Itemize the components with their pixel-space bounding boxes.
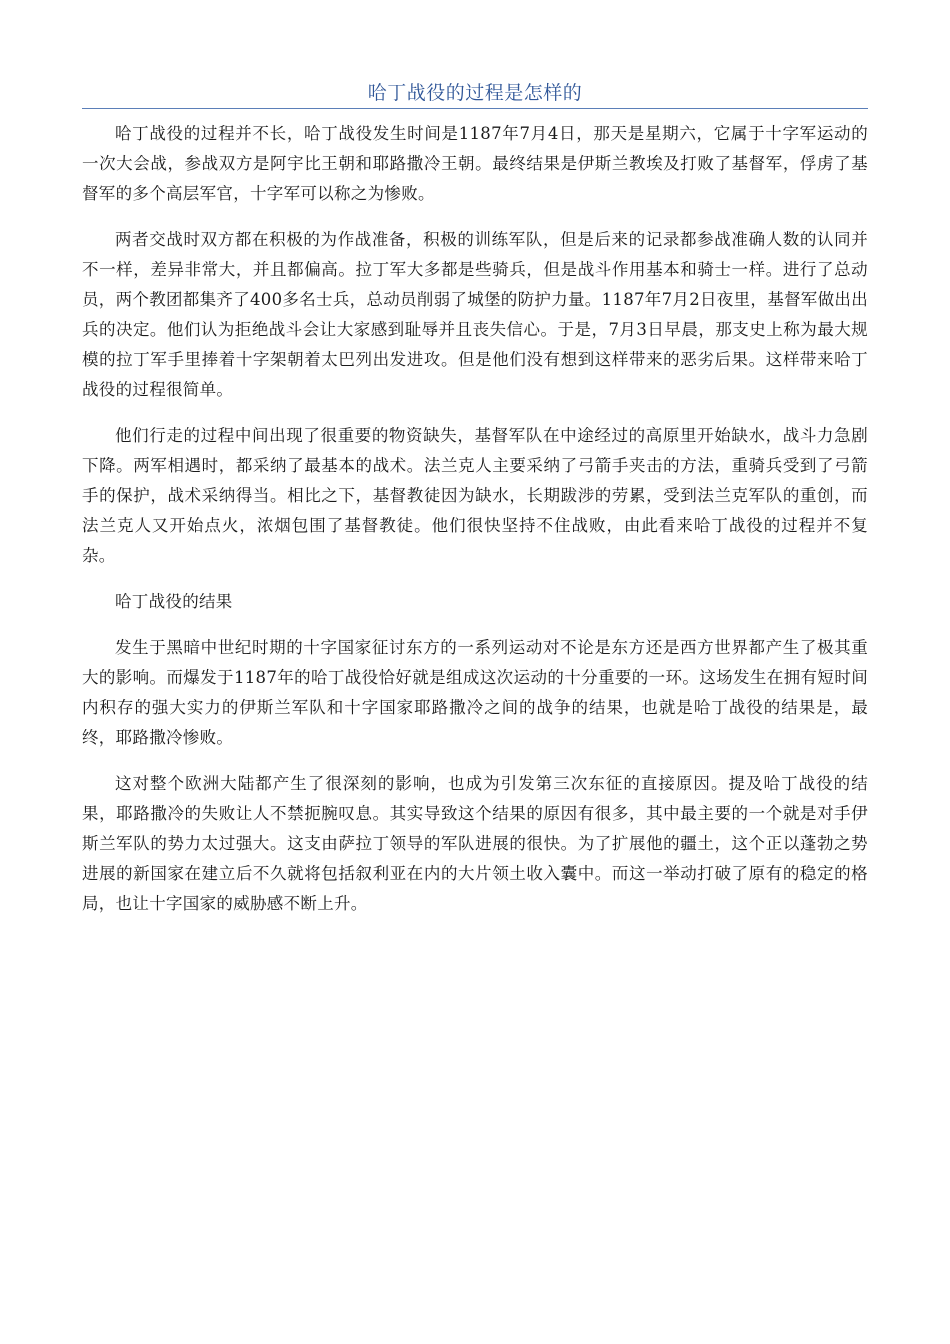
document-title: 哈丁战役的过程是怎样的 xyxy=(367,82,583,104)
paragraph-2: 两者交战时双方都在积极的为作战准备，积极的训练军队，但是后来的记录都参战准确人数的认同并不一样，差异非常大，并且都偏高。拉丁军大多都是些骑兵，但是战斗作用基本和骑士一样。进行了总动员，两个教团都集齐了400多名士兵，总动员削弱了城堡的防护力量。1187年7月2日夜里，基督军做出出兵的决定。他们认为拒绝战斗会让大家感到耻辱并且丧失信心。于是，7月3日早晨，那支史上称为最大规模的拉丁军手里捧着十字架朝着太巴列出发进攻。但是他们没有想到这样带来的恶劣后果。这样带来哈丁战役的过程很简单。 xyxy=(82,230,868,399)
title-underline xyxy=(82,108,868,109)
paragraph-3: 他们行走的过程中间出现了很重要的物资缺失，基督军队在中途经过的高原里开始缺水，战斗力急剧下降。两军相遇时，都采纳了最基本的战术。法兰克人主要采纳了弓箭手夹击的方法，重骑兵受到了弓箭手的保护，战术采纳得当。相比之下，基督教徒因为缺水，长期跋涉的劳累，受到法兰克军队的重创，而法兰克人又开始点火，浓烟包围了基督教徒。他们很快坚持不住战败，由此看来哈丁战役的过程并不复杂。 xyxy=(82,426,868,565)
section-heading-result: 哈丁战役的结果 xyxy=(115,592,233,611)
paragraph-5: 这对整个欧洲大陆都产生了很深刻的影响，也成为引发第三次东征的直接原因。提及哈丁战役的结果，耶路撒冷的失败让人不禁扼腕叹息。其实导致这个结果的原因有很多，其中最主要的一个就是对手伊斯兰军队的势力太过强大。这支由萨拉丁领导的军队进展的很快。为了扩展他的疆土，这个正以蓬勃之势进展的新国家在建立后不久就将包括叙利亚在内的大片领土收入囊中。而这一举动打破了原有的稳定的格局，也让十字国家的威胁感不断上升。 xyxy=(82,774,868,913)
paragraph-4: 发生于黑暗中世纪时期的十字国家征讨东方的一系列运动对不论是东方还是西方世界都产生了极其重大的影响。而爆发于1187年的哈丁战役恰好就是组成这次运动的十分重要的一环。这场发生在拥有短时间内积存的强大实力的伊斯兰军队和十字国家耶路撒冷之间的战争的结果，也就是哈丁战役的结果是，最终，耶路撒冷惨败。 xyxy=(82,638,868,747)
document-page xyxy=(82,78,868,935)
paragraph-1: 哈丁战役的过程并不长，哈丁战役发生时间是1187年7月4日，那天是星期六，它属于十字军运动的一次大会战，参战双方是阿宇比王朝和耶路撒冷王朝。最终结果是伊斯兰教埃及打败了基督军，俘虏了基督军的多个高层军官，十字军可以称之为惨败。 xyxy=(82,124,868,203)
